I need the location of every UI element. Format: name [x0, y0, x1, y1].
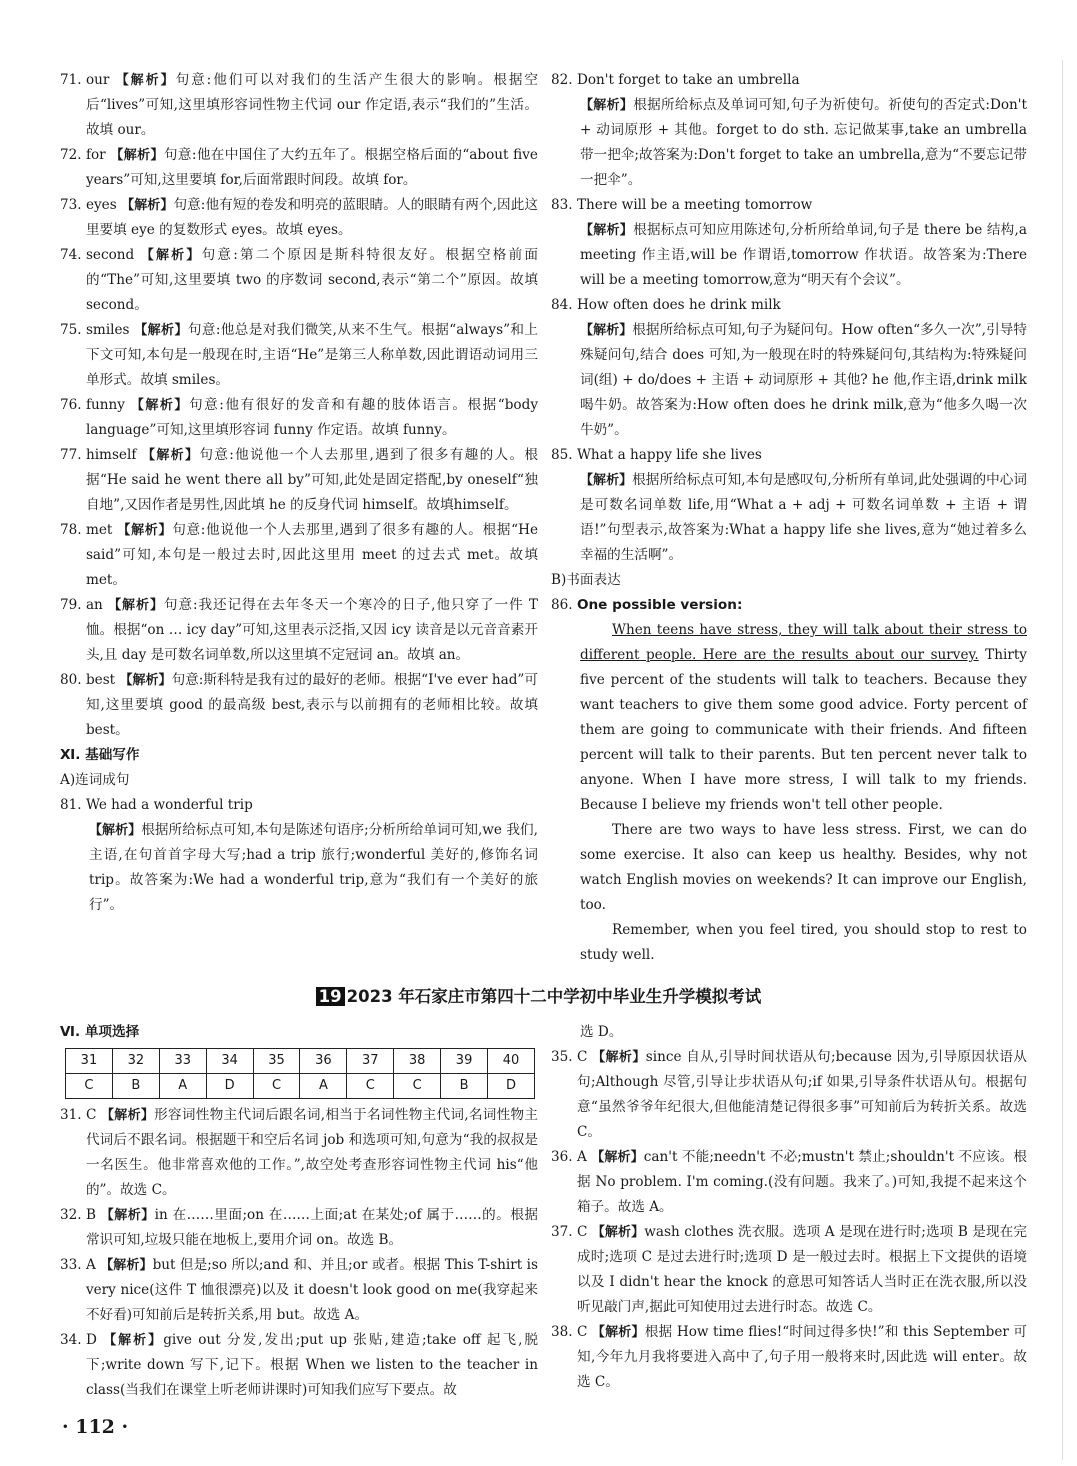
answer-table-answer-cell: C [253, 1074, 300, 1099]
analysis-tag: 【解析】 [142, 448, 200, 463]
answer-table-answer-cell: C [347, 1074, 394, 1099]
essay-underlined-text: When teens have stress, they will talk about their stress to different people. Here are the results about our survey. [580, 622, 1027, 663]
item-number: 36. [551, 1149, 573, 1165]
answer-item [60, 1328, 538, 1403]
item-answer: A [85, 1257, 96, 1273]
explanation-text: 句意:他们可以对我们的生活产生很大的影响。根据空后“lives”可知,这里填形容词性物主代词 our 作定语,表示“我们的”生活。故填 our。 [85, 72, 538, 138]
explanation-text: 形容词性物主代词后跟名词,相当于名词性物主代词,名词性物主代词后不跟名词。根据题干和空后名词 job 和选项可知,句意为“我的叔叔是一名医生。他非常喜欢他的工作。”,故空处考查形容词性物主代词 his“他的”。故选 C。 [85, 1107, 538, 1198]
item-number: 32. [60, 1207, 82, 1223]
answer-item [60, 518, 538, 593]
item-number: 80. [60, 672, 82, 688]
explanation-text: 句意:他说他一个人去那里,遇到了很多有趣的人。根据“He said he went there all by”可知,此处是固定搭配,by oneself“独自地”,又因作者是男性,因此填 he 的反身代词 himself。故填himself。 [85, 447, 538, 513]
item-body [86, 1103, 538, 1203]
sub-a-heading: A)连词成句 [60, 772, 130, 788]
answer-table-answer-cell: C [66, 1074, 113, 1099]
lower-left-items-list [60, 1103, 538, 1403]
continued-text: 选 D。 [580, 1024, 623, 1040]
item-number: 37. [551, 1224, 573, 1240]
upper-left-column [60, 68, 538, 918]
explanation-text: can't 不能;needn't 不必;mustn't 禁止;shouldn't 不应该。根据 No problem. I'm coming.(没有问题。我来了。)可知,我提不起来这个箱子。故选 A。 [576, 1149, 1027, 1215]
explanation-text: 句意:斯科特是我有过的最好的老师。根据“I've ever had”可知,这里要填 good 的最高级 best,表示与以前拥有的老师相比较。故填 best。 [85, 672, 538, 738]
answer-item [60, 193, 538, 243]
analysis-tag: 【解析】 [591, 1150, 644, 1165]
item-number: 77. [60, 447, 82, 463]
explanation-text: in 在……里面;on 在……上面;at 在某处;of 属于……的。根据常识可知,垃圾只能在地板上,要用介词 on。故选 B。 [85, 1207, 538, 1248]
item-number: 74. [60, 247, 82, 263]
item-answer: D [85, 1332, 97, 1348]
item-body [86, 518, 538, 593]
answer-item [60, 1203, 538, 1253]
analysis-tag: 【解析】 [115, 73, 176, 88]
analysis-tag: 【解析】 [580, 223, 634, 238]
analysis-tag: 【解析】 [134, 323, 188, 338]
answer-item [60, 668, 538, 743]
item-explanation [551, 218, 1027, 293]
item-body [577, 1320, 1027, 1395]
explanation-text: 根据 How time flies!“时间过得多快!”和 this September 可知,今年九月我将要进入高中了,句子用一般将来时,因此选 will enter。故选 C。 [576, 1324, 1027, 1390]
item-answer: met [85, 522, 113, 538]
item-answer: an [85, 597, 103, 613]
item-number: 73. [60, 197, 82, 213]
analysis-tag: 【解析】 [591, 1225, 645, 1240]
explanation-text: 句意:他有很好的发音和有趣的肢体语言。根据“body language”可知,这里填形容词 funny 作定语。故填 funny。 [85, 397, 539, 438]
lower-left-column [60, 1020, 538, 1403]
item-answer: best [85, 672, 116, 688]
item-body [577, 193, 1027, 218]
answer-table-answer-cell: A [159, 1074, 206, 1099]
analysis-tag: 【解析】 [100, 1108, 155, 1123]
analysis-tag: 【解析】 [103, 1333, 164, 1348]
item-number: 82. [551, 72, 573, 88]
item-number: 33. [60, 1257, 82, 1273]
answer-item [551, 1045, 1027, 1145]
item-answer: himself [85, 447, 137, 463]
answer-item [60, 243, 538, 318]
section-vi-heading: Ⅵ. 单项选择 [60, 1024, 140, 1040]
answer-item [60, 1103, 538, 1203]
answer-table-number-cell: 37 [347, 1049, 394, 1074]
answer-item [60, 318, 538, 393]
answer-table-number-cell: 33 [159, 1049, 206, 1074]
item-body [577, 1045, 1027, 1145]
analysis-tag: 【解析】 [130, 398, 189, 413]
item-body [86, 193, 538, 243]
item-answer: eyes [85, 197, 117, 213]
analysis-tag: 【解析】 [100, 1258, 153, 1273]
answer-item [60, 1253, 538, 1328]
answer-table-answer-cell: D [206, 1074, 253, 1099]
essay-paragraph-1 [551, 618, 1027, 818]
answer-item [551, 443, 1027, 468]
item-body [86, 1253, 538, 1328]
answer-table-number-cell: 40 [488, 1049, 535, 1074]
item-number: 35. [551, 1049, 573, 1065]
explanation-text: but 但是;so 所以;and 和、并且;or 或者。根据 This T-shirt is very nice(这件 T 恤很漂亮)以及 it doesn't look good on me(我穿起来不好看)可知前后是转折关系,用 but。故选 A。 [85, 1257, 538, 1323]
answer-table-number-cell: 39 [441, 1049, 488, 1074]
possible-version-label: One possible version: [576, 597, 743, 613]
explanation-text: 根据所给标点可知,句子为疑问句。How often“多久一次”,引导特殊疑问句,结合 does 可知,为一般现在时的特殊疑问句,其结构为:特殊疑问词(组) + do/does + 主语 + 动词原形 + 其他? he 他,作主语,drink milk 喝牛奶。故答案为:How often does he drink milk,意为“他多久喝一次牛奶”。 [580, 322, 1027, 438]
item-number: 86. [551, 597, 573, 613]
item-81 [60, 793, 538, 818]
item-explanation [551, 318, 1027, 443]
lower-right-column [551, 1020, 1027, 1395]
item-number: 78. [60, 522, 82, 538]
item-answer: for [85, 147, 106, 163]
analysis-tag: 【解析】 [119, 673, 172, 688]
answer-item [551, 1320, 1027, 1395]
item-number: 31. [60, 1107, 82, 1123]
page-edge-line [1062, 60, 1063, 1460]
item-number: 72. [60, 147, 82, 163]
item-body [86, 318, 538, 393]
explanation-text: 句意:他说他一个人去那里,遇到了很多有趣的人。根据“He said”可知,本句是一般过去时,因此这里用 meet 的过去式 met。故填 met。 [85, 522, 539, 588]
analysis-tag: 【解析】 [580, 473, 633, 488]
item-body [577, 293, 1027, 318]
answer-table-number-cell: 36 [300, 1049, 347, 1074]
item-number: 83. [551, 197, 573, 213]
section-xi-heading: Ⅺ. 基础写作 [60, 747, 140, 763]
explanation-text: wash clothes 洗衣服。选项 A 是现在进行时;选项 B 是现在完成时;选项 C 是过去进行时;选项 D 是一般过去时。根据上下文提供的语境以及 I didn't hear the knock 的意思可知答话人当时正在洗衣服,所以没听见敲门声,据此可知使用过去进行时态。故选 C。 [576, 1224, 1027, 1315]
item-answer: smiles [85, 322, 130, 338]
item-body [577, 443, 1027, 468]
answer-item [551, 1145, 1027, 1220]
answer-item [60, 443, 538, 518]
answer-table-answer-cell: B [112, 1074, 159, 1099]
item-body [86, 393, 538, 443]
answer-table-number-cell: 34 [206, 1049, 253, 1074]
item-number: 34. [60, 1332, 82, 1348]
analysis-tag: 【解析】 [580, 323, 633, 338]
item-answer: our [85, 72, 110, 88]
exam-title-text: 2023 年石家庄市第四十二中学初中毕业生升学模拟考试 [346, 987, 762, 1006]
explanation-text: 根据标点可知应用陈述句,分析所给单词,句子是 there be 结构,a meeting 作主语,will be 作谓语,tomorrow 作状语。故答案为:There will be a meeting tomorrow,意为“明天有个会议”。 [580, 222, 1027, 288]
item-body [86, 1328, 538, 1403]
essay-paragraph-3: Remember, when you feel tired, you should stop to rest to study well. [580, 922, 1027, 963]
answer-table-answer-cell: C [394, 1074, 441, 1099]
item-answer: C [576, 1224, 588, 1240]
explanation-text: 根据所给标点及单词可知,句子为祈使句。祈使句的否定式:Don't + 动词原形 + 其他。forget to do sth. 忘记做某事,take an umbrella 带一把伞;故答案为:Don't forget to take an umbrella,意为“不要忘记带一把伞”。 [580, 97, 1027, 188]
item-answer: C [576, 1324, 588, 1340]
item-body [86, 68, 538, 143]
item-body [86, 668, 538, 743]
item-number: 84. [551, 297, 573, 313]
explanation-text: 句意:他有短的卷发和明亮的蓝眼睛。人的眼睛有两个,因此这里要填 eye 的复数形式 eyes。故填 eyes。 [85, 197, 538, 238]
item-body [86, 243, 538, 318]
item-body [86, 1203, 538, 1253]
answer-table-answer-cell: D [488, 1074, 535, 1099]
item-body [86, 443, 538, 518]
essay-paragraph-2: There are two ways to have less stress. First, we can do some exercise. It also can keep us healthy. Besides, why not watch English movies on weekends? It can improve our English, too. [580, 822, 1027, 913]
sub-b-heading: B)书面表达 [551, 572, 621, 588]
item-body [577, 68, 1027, 93]
item-explanation [551, 468, 1027, 568]
analysis-tag: 【解析】 [580, 98, 634, 113]
explanation-text: since 自从,引导时间状语从句;because 因为,引导原因状语从句;Although 尽管,引导让步状语从句;if 如果,引导条件状语从句。根据句意“虽然爷爷年纪很大,但他能清楚记得很多事”可知前后为转折关系。故选 C。 [576, 1049, 1027, 1140]
analysis-tag: 【解析】 [117, 523, 173, 538]
item-number: 85. [551, 447, 573, 463]
analysis-tag: 【解析】 [110, 148, 164, 163]
answer-item [551, 293, 1027, 318]
item-body [86, 143, 538, 193]
answer-item [551, 1220, 1027, 1320]
explanation-text: give out 分发,发出;put up 张贴,建造;take off 起飞,脱下;write down 写下,记下。根据 When we listen to the teacher in class(当我们在课堂上听老师讲课时)可知我们应写下要点。故 [85, 1332, 538, 1398]
explanation-text: 根据所给标点可知,本句是感叹句,分析所有单词,此处强调的中心词是可数名词单数 life,用“What a + adj + 可数名词单数 + 主语 + 谓语!”句型表示,故答案为:What a happy life she lives,意为“她过着多么幸福的生活啊”。 [580, 472, 1027, 563]
item-answer: C [576, 1049, 588, 1065]
explanation-text: 句意:他总是对我们微笑,从来不生气。根据“always”和上下文可知,本句是一般现在时,主语“He”是第三人称单数,因此谓语动词用三单形式。故填 smiles。 [85, 322, 538, 388]
item-answer: B [85, 1207, 96, 1223]
right-items-list [551, 68, 1027, 568]
answer-item [60, 143, 538, 193]
item-explanation [551, 93, 1027, 193]
analysis-tag: 【解析】 [591, 1325, 645, 1340]
left-items-list [60, 68, 538, 743]
answer-table [65, 1048, 535, 1099]
explanation-text: 根据所给标点可知,本句是陈述句语序;分析所给单词可知,we 我们,主语,在句首首字母大写;had a trip 旅行;wonderful 美好的,修饰名词 trip。故答案为:We had a wonderful trip,意为“我们有一个美好的旅行”。 [89, 822, 538, 913]
item-number: 79. [60, 597, 82, 613]
item-answer: C [85, 1107, 97, 1123]
explanation-text: 句意:我还记得在去年冬天一个寒冷的日子,他只穿了一件 T 恤。根据“on … icy day”可知,这里表示泛指,又因 icy 读音是以元音音素开头,且 day 是可数名词单数,所以这里填不定冠词 an。故填 an。 [85, 597, 538, 663]
answer-table-answers-row [66, 1074, 535, 1099]
exam-title [0, 983, 1077, 1007]
answer-table-number-cell: 32 [112, 1049, 159, 1074]
item-86 [551, 593, 1027, 618]
answer-table-number-cell: 35 [253, 1049, 300, 1074]
item-body [86, 593, 538, 668]
analysis-tag: 【解析】 [100, 1208, 155, 1223]
answer-item [60, 593, 538, 668]
item-number: 71. [60, 72, 82, 88]
explanation-text: 句意:第二个原因是斯科特很友好。根据空格前面的“The”可知,这里要填 two 的序数词 second,表示“第二个”原因。故填 second。 [85, 247, 538, 313]
analysis-tag: 【解析】 [121, 198, 174, 213]
exam-number-badge: 19 [316, 987, 345, 1006]
item-answer: funny [85, 397, 125, 413]
analysis-tag: 【解析】 [592, 1050, 646, 1065]
analysis-tag: 【解析】 [89, 823, 142, 838]
answer-item [60, 393, 538, 443]
item-answer: How often does he drink milk [576, 297, 781, 313]
item-number: 75. [60, 322, 82, 338]
page-number: · 112 · [62, 1416, 129, 1438]
analysis-tag: 【解析】 [108, 598, 164, 613]
item-body [577, 1145, 1027, 1220]
answer-item [551, 193, 1027, 218]
answer-table-number-cell: 31 [66, 1049, 113, 1074]
analysis-tag: 【解析】 [140, 248, 202, 263]
answer-item [60, 68, 538, 143]
item-answer: There will be a meeting tomorrow [576, 197, 813, 213]
lower-right-items-list [551, 1045, 1027, 1395]
item-answer: We had a wonderful trip [85, 797, 253, 813]
item-number: 81. [60, 797, 82, 813]
item-answer: What a happy life she lives [576, 447, 762, 463]
answer-item [551, 68, 1027, 93]
answer-table-answer-cell: B [441, 1074, 488, 1099]
item-answer: Don't forget to take an umbrella [576, 72, 800, 88]
item-answer: second [85, 247, 135, 263]
answer-table-number-cell: 38 [394, 1049, 441, 1074]
item-number: 76. [60, 397, 82, 413]
answer-table-numbers-row [66, 1049, 535, 1074]
essay-text: Thirty five percent of the students will talk to teachers. Because they want teachers to give them some good advice. Forty percent of them are going to communicate with their friends. And fifteen percent will talk to their parents. But ten percent never talk to anyone. When I have more stress, I will talk to my friends. Because I believe my friends won't tell other people. [580, 647, 1027, 813]
explanation-text: 句意:他在中国住了大约五年了。根据空格后面的“about five years”可知,这里要填 for,后面常跟时间段。故填 for。 [85, 147, 538, 188]
item-answer: A [576, 1149, 587, 1165]
answer-table-answer-cell: A [300, 1074, 347, 1099]
item-body [577, 1220, 1027, 1320]
upper-right-column [551, 68, 1027, 968]
item-number: 38. [551, 1324, 573, 1340]
item-81-explanation [60, 818, 538, 918]
